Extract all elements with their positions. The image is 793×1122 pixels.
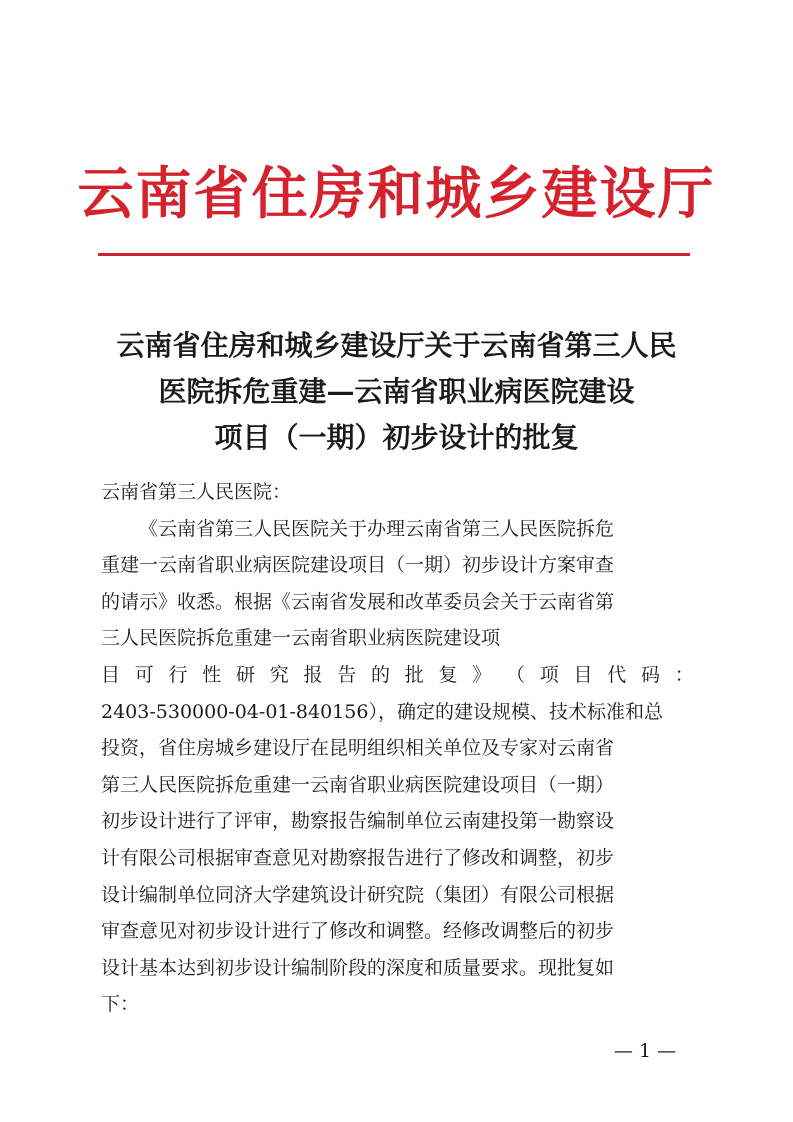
body-character: 性: [202, 663, 222, 686]
body-character: （: [506, 663, 526, 686]
body-line: 《云南省第三人民医院关于办理云南省第三人民医院拆危: [139, 517, 615, 540]
red-divider-rule: [98, 253, 690, 256]
body-line: 审查意见对初步设计进行了修改和调整。经修改调整后的初步: [101, 920, 615, 943]
body-line: 下：: [101, 993, 140, 1016]
title-line-3: 项目（一期）初步设计的批复: [214, 421, 579, 454]
body-line: 重建一云南省职业病医院建设项目（一期）初步设计方案审查: [101, 554, 615, 577]
body-line-justified: [101, 657, 694, 694]
body-character: 行: [168, 663, 188, 686]
document-body: [101, 474, 694, 1023]
body-character: 批: [404, 663, 424, 686]
body-character: 报: [303, 663, 323, 686]
body-character: 的: [371, 663, 391, 686]
body-character: 项: [539, 663, 559, 686]
body-line: 2403-530000-04-01-840156），确定的建设规模、技术标准和总: [101, 700, 663, 723]
body-character: 研: [236, 663, 256, 686]
body-line: 初步设计进行了评审，勘察报告编制单位云南建投第一勘察设: [101, 810, 615, 833]
title-line-1: 云南省住房和城乡建设厅关于云南省第三人民: [116, 329, 677, 362]
salutation: 云南省第三人民医院：: [101, 481, 292, 503]
body-character: 码: [641, 663, 661, 686]
body-character: ：: [674, 663, 694, 686]
body-character: 究: [269, 663, 289, 686]
agency-masthead: 云南省住房和城乡建设厅: [77, 161, 716, 227]
body-character: 告: [337, 663, 357, 686]
body-character: 目: [573, 663, 593, 686]
body-line: 的请示》收悉。根据《云南省发展和改革委员会关于云南省第: [101, 590, 615, 613]
body-line: 设计基本达到初步设计编制阶段的深度和质量要求。现批复如: [101, 956, 615, 979]
body-line: 投资，省住房城乡建设厅在昆明组织相关单位及专家对云南省: [101, 737, 615, 760]
body-character: 可: [134, 663, 154, 686]
body-character: 》: [472, 663, 492, 686]
body-character: 代: [607, 663, 627, 686]
page-number: — 1 —: [613, 1040, 677, 1062]
document-title: [60, 323, 733, 461]
body-character: 目: [101, 663, 121, 686]
body-line: 三人民医院拆危重建一云南省职业病医院建设项: [101, 627, 501, 650]
body-line: 第三人民医院拆危重建一云南省职业病医院建设项目（一期）: [101, 773, 615, 796]
title-line-2: 医院拆危重建—云南省职业病医院建设: [158, 375, 635, 408]
body-character: 复: [438, 663, 458, 686]
body-line: 计有限公司根据审查意见对勘察报告进行了修改和调整，初步: [101, 846, 615, 869]
body-line: 设计编制单位同济大学建筑设计研究院（集团）有限公司根据: [101, 883, 615, 906]
